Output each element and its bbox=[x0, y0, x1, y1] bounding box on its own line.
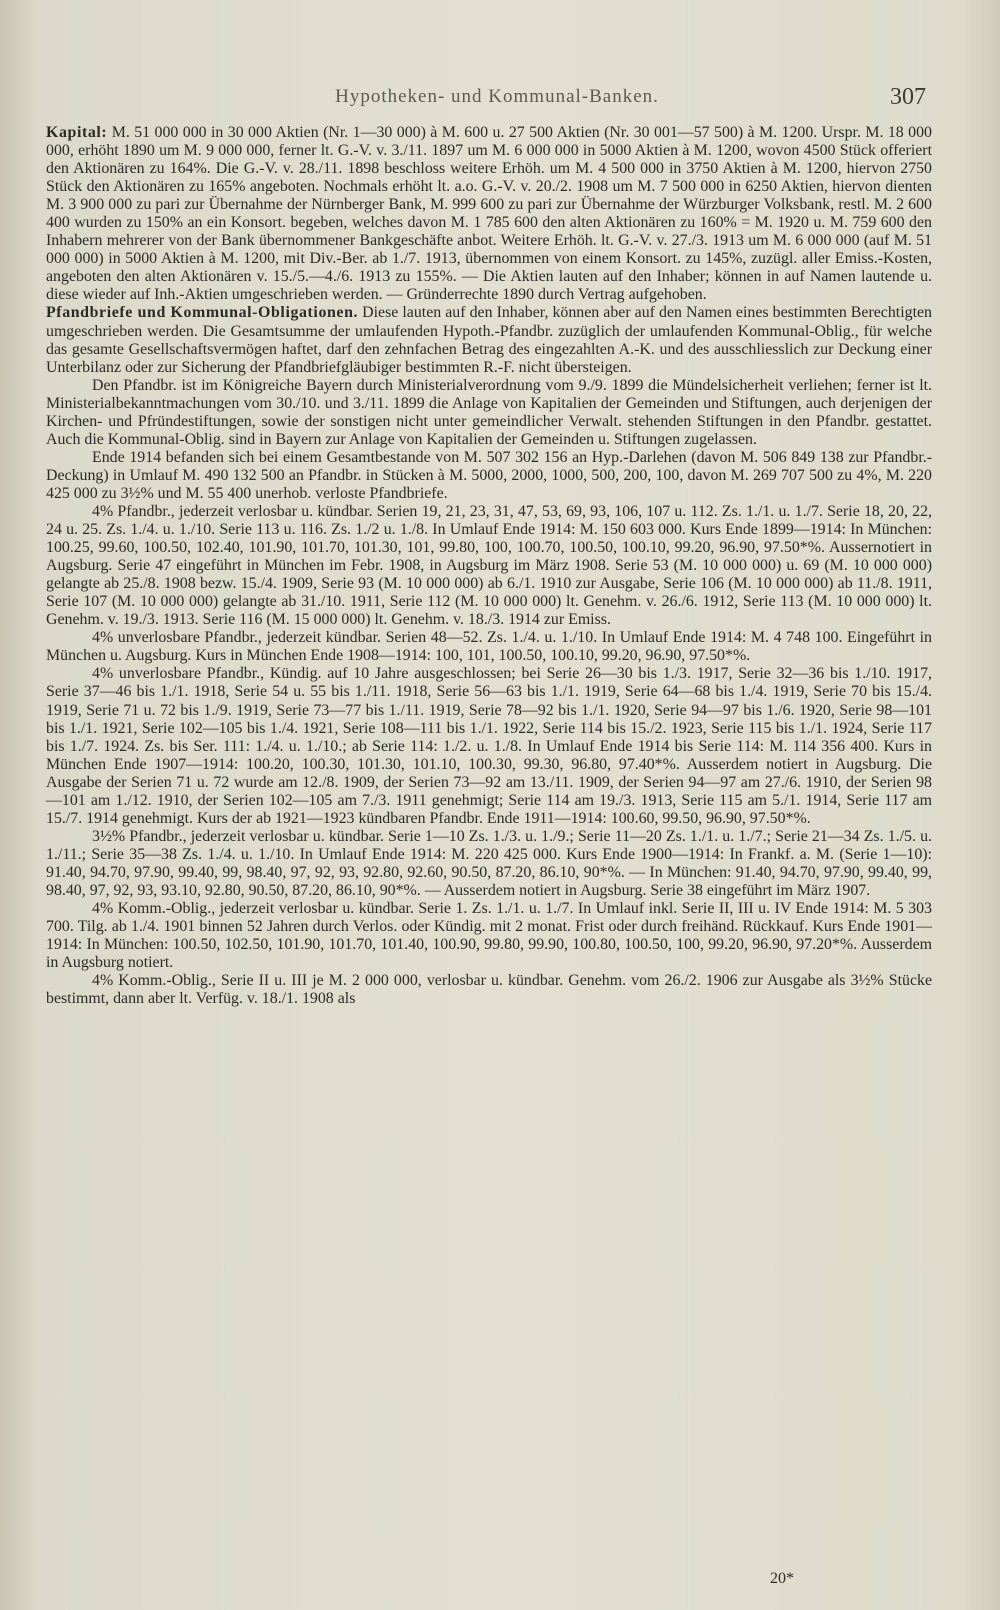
body-text bbox=[46, 124, 932, 1008]
paragraph-muendelsicherheit: Den Pfandbr. ist im Königreiche Bayern durch Ministerialverordnung vom 9./9. 1899 die Mündelsicherheit verliehen; ferner ist lt. Ministerialbekanntmachungen vom 30./10. und 3./11. 1899 die Anlage von Kapitalien der Gemeinden und Stiftungen, auch derjenigen der Kirchen- und Pfründestiftungen, sowie der sonstigen nicht unter gemeindlicher Verwalt. stehenden Stiftungen in den Pfandbr. gestattet. Auch die Kommunal-Oblig. sind in Bayern zur Anlage von Kapitalien der Gemeinden u. Stiftungen zugelassen. bbox=[46, 376, 932, 448]
paragraph-komm-oblig-serie-1: 4% Komm.-Oblig., jederzeit verlosbar u. kündbar. Serie 1. Zs. 1./1. u. 1./7. In Umlauf inkl. Serie II, III u. IV Ende 1914: M. 5 303 700. Tilg. ab 1./4. 1901 binnen 52 Jahren durch Verlos. oder Kündig. mit 2 monat. Frist oder durch freihänd. Rückkauf. Kurs Ende 1901—1914: In München: 100.50, 102.50, 101.90, 101.70, 101.40, 100.90, 99.80, 99.90, 100.80, 100.50, 100, 99.20, 96.90, 97.20*%. Ausserdem in Augsburg notiert. bbox=[46, 900, 932, 972]
section-heading-kapital: Kapital: bbox=[46, 124, 108, 141]
signature-mark: 20* bbox=[770, 1570, 794, 1587]
paragraph-pfandbriefe: Pfandbriefe und Kommunal-Obligationen. Diese lauten auf den Inhaber, können aber auf den Namen eines bestimmten Berechtigten umgeschrieben werden. Die Gesamtsumme der umlaufenden Hypoth.-Pfandbr. zuzüglich der umlaufenden Kommunal-Oblig., für welche das gesamte Gesellschaftsvermögen haftet, darf den zehnfachen Betrag des eingezahlten A.-K. und des ausschliesslich zur Deckung einer Unterbilanz oder zur Sicherung der Pfandbriefgläubiger bestimmten R.-F. nicht übersteigen. bbox=[46, 304, 932, 376]
paragraph-kapital: Kapital: M. 51 000 000 in 30 000 Aktien (Nr. 1—30 000) à M. 600 u. 27 500 Aktien (Nr. 30 001—57 500) à M. 1200. Urspr. M. 18 000 000, erhöht 1890 um M. 9 000 000, ferner lt. G.-V. v. 3./11. 1897 um M. 6 000 000 in 5000 Aktien à M. 1200, wovon 4500 Stück offeriert den Aktionären zu 164%. Die G.-V. v. 28./11. 1898 beschloss weitere Erhöh. um M. 4 500 000 in 3750 Aktien à M. 1200, hiervon 2750 Stück den Aktionären zu 165% angeboten. Nochmals erhöht lt. a.o. G.-V. v. 20./2. 1908 um M. 7 500 000 in 6250 Aktien, hiervon dienten M. 3 900 000 zu pari zur Übernahme der Nürnberger Bank, M. 999 600 zu pari zur Übernahme der Würzburger Volksbank, restl. M. 2 600 400 wurden zu 150% an ein Konsort. begeben, welches davon M. 1 785 600 den alten Aktionären zu 160% = M. 1920 u. M. 759 600 den Inhabern mehrerer von der Bank übernommener Bankgeschäfte anbot. Weitere Erhöh. lt. G.-V. v. 27./3. 1913 um M. 6 000 000 (auf M. 51 000 000) in 5000 Aktien à M. 1200, mit Div.-Ber. ab 1./7. 1913, übernommen von einem Konsort. zu 145%, zuzügl. aller Emiss.-Kosten, angeboten den alten Aktionären v. 15./5.—4./6. 1913 zu 155%. — Die Aktien lauten auf den Inhaber; können in auf Namen lautende u. diese wieder auf Inh.-Aktien umgeschrieben werden. — Gründerrechte 1890 durch Vertrag aufgehoben. bbox=[46, 124, 932, 304]
paragraph-4pct-unverlosbar: 4% unverlosbare Pfandbr., jederzeit kündbar. Serien 48—52. Zs. 1./4. u. 1./10. In Umlauf Ende 1914: M. 4 748 100. Eingeführt in München u. Augsburg. Kurs in München Ende 1908—1914: 100, 101, 100.50, 100.10, 99.20, 96.90, 97.50*%. bbox=[46, 629, 932, 665]
page-header bbox=[44, 86, 950, 116]
section-heading-pfandbriefe: Pfandbriefe und Kommunal-Obligationen. bbox=[46, 304, 359, 322]
paragraph-4pct-verlosbar: 4% Pfandbr., jederzeit verlosbar u. kündbar. Serien 19, 21, 23, 31, 47, 53, 69, 93, 106, 107 u. 112. Zs. 1./1. u. 1./7. Serie 18, 20, 22, 24 u. 25. Zs. 1./4. u. 1./10. Serie 113 u. 116. Zs. 1./2 u. 1./8. In Umlauf Ende 1914: M. 150 603 000. Kurs Ende 1899—1914: In München: 100.25, 99.60, 100.50, 102.40, 101.90, 101.70, 101.30, 101, 99.80, 100, 100.70, 100.50, 100.10, 99.20, 96.90, 97.50*%. Aussernotiert in Augsburg. Serie 47 eingeführt in München im Febr. 1908, in Augsburg im März 1908. Serie 53 (M. 10 000 000) u. 69 (M. 10 000 000) gelangte ab 25./8. 1908 bezw. 15./4. 1909, Serie 93 (M. 10 000 000) ab 6./1. 1910 zur Ausgabe, Serie 106 (M. 10 000 000) ab 11./8. 1911, Serie 107 (M. 10 000 000) gelangte ab 31./10. 1911, Serie 112 (M. 10 000 000) lt. Genehm. v. 26./6. 1912, Serie 113 (M. 10 000 000) lt. Genehm. v. 19./3. 1913. Serie 116 (M. 15 000 000) lt. Genehm. v. 18./3. 1914 zur Emiss. bbox=[46, 502, 932, 629]
paragraph-komm-oblig-serie-2-3: 4% Komm.-Oblig., Serie II u. III je M. 2 000 000, verlosbar u. kündbar. Genehm. vom 26./2. 1906 zur Ausgabe als 3½% Stücke bestimmt, dann aber lt. Verfüg. v. 18./1. 1908 als bbox=[46, 972, 932, 1008]
paragraph-umlauf-1914: Ende 1914 befanden sich bei einem Gesamtbestande von M. 507 302 156 an Hyp.-Darlehen (davon M. 506 849 138 zur Pfandbr.-Deckung) in Umlauf M. 490 132 500 an Pfandbr. in Stücken à M. 5000, 2000, 1000, 500, 200, 100, davon M. 269 707 500 zu 4%, M. 220 425 000 zu 3½% und M. 55 400 unerhob. verloste Pfandbriefe. bbox=[46, 448, 932, 502]
paragraph-4pct-unverlosbar-kuendig: 4% unverlosbare Pfandbr., Kündig. auf 10 Jahre ausgeschlossen; bei Serie 26—30 bis 1./3. 1917, Serie 32—36 bis 1./10. 1917, Serie 37—46 bis 1./1. 1918, Serie 54 u. 55 bis 1./11. 1918, Serie 56—63 bis 1./1. 1919, Serie 64—68 bis 1./4. 1919, Serie 70 bis 15./4. 1919, Serie 71 u. 72 bis 1./9. 1919, Serie 73—77 bis 1./11. 1919, Serie 78—92 bis 1./1. 1920, Serie 94—97 bis 1./6. 1920, Serie 98—101 bis 1./1. 1921, Serie 102—105 bis 1./4. 1921, Serie 108—111 bis 1./1. 1922, Serie 114 bis 15./2. 1923, Serie 115 bis 1./1. 1924, Serie 117 bis 1./7. 1924. Zs. bis Ser. 111: 1./4. u. 1./10.; ab Serie 114: 1./2. u. 1./8. In Umlauf Ende 1914 bis Serie 114: M. 114 356 400. Kurs in München Ende 1907—1914: 100.20, 100.30, 101.30, 101.10, 100.30, 99.30, 96.80, 97.40*%. Ausserdem notiert in Augsburg. Die Ausgabe der Serien 71 u. 72 wurde am 12./8. 1909, der Serien 73—92 am 13./11. 1909, der Serien 94—97 am 27./6. 1910, der Serien 98—101 am 1./12. 1910, der Serien 102—105 am 7./3. 1911 genehmigt; Serie 114 am 19./3. 1913, Serie 115 am 5./1. 1914, Serie 117 am 15./7. 1914 genehmigt. Kurs der ab 1921—1923 kündbaren Pfandbr. Ende 1911—1914: 100.60, 99.50, 96.90, 97.50*%. bbox=[46, 665, 932, 827]
running-head: Hypotheken- und Kommunal-Banken. bbox=[335, 86, 659, 107]
paragraph-3-5pct-pfandbr: 3½% Pfandbr., jederzeit verlosbar u. kündbar. Serie 1—10 Zs. 1./3. u. 1./9.; Serie 11—20 Zs. 1./1. u. 1./7.; Serie 21—34 Zs. 1./5. u. 1./11.; Serie 35—38 Zs. 1./4. u. 1./10. In Umlauf Ende 1914: M. 220 425 000. Kurs Ende 1900—1914: In Frankf. a. M. (Serie 1—10): 91.40, 94.70, 97.90, 99.40, 99, 98.40, 97, 92, 93, 92.80, 92.60, 90.50, 87.20, 86.10, 90*%. — In München: 91.40, 94.70, 97.90, 99.40, 99, 98.40, 97, 92, 93, 93.10, 92.80, 90.50, 87.20, 86.10, 90*%. — Ausserdem notiert in Augsburg. Serie 38 eingeführt im März 1907. bbox=[46, 827, 932, 899]
page-number: 307 bbox=[890, 84, 926, 110]
